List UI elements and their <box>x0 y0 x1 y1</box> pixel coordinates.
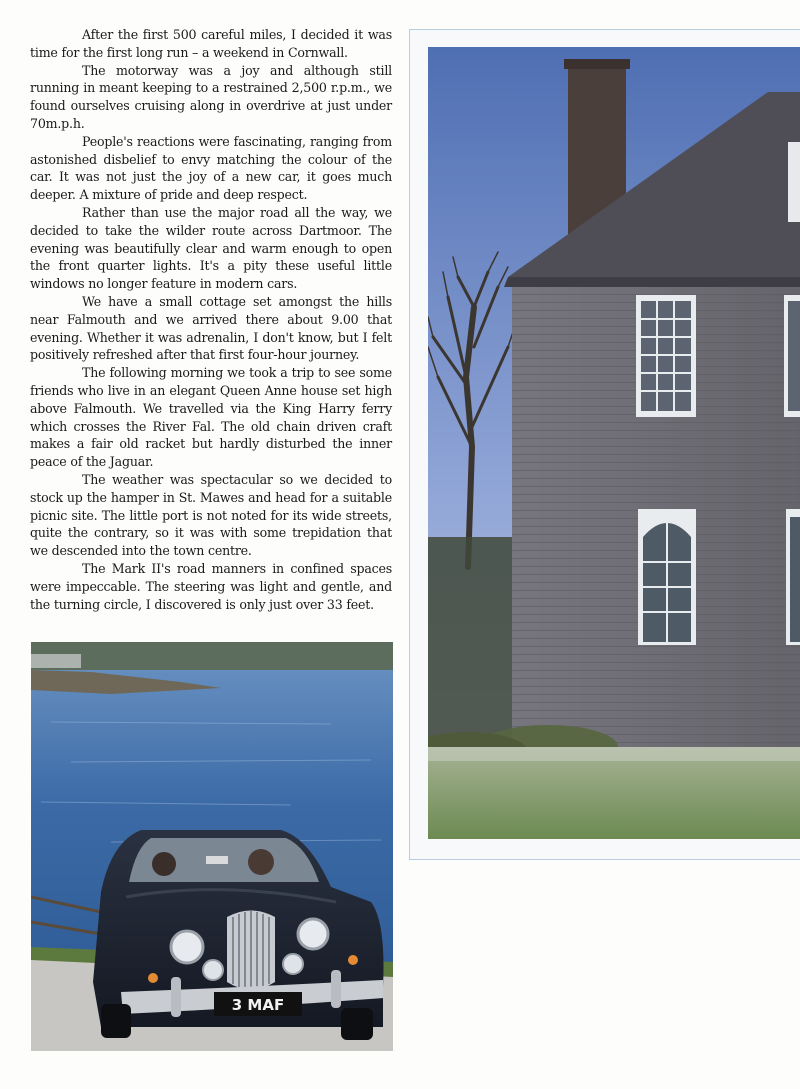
window-upper-left <box>636 295 696 417</box>
paragraph-6: The following morning we took a trip to see some friends who live in an elegant Queen Anne house set high above Falmouth. We travelled via the King Harry ferry which crosses the River Fal. The old chain driven craft makes a fair old racket but hardly disturbed the inner peace of the Jaguar. <box>30 365 392 470</box>
paragraph-4: Rather than use the major road all the way, we decided to take the wilder route across Dartmoor. The evening was beautifully clear and warm enough to open the front quarter lights. It's a pity these useful little windows no longer feature in modern cars. <box>30 204 392 292</box>
number-plate-text: 3 MAF <box>231 996 285 1014</box>
house-photo <box>428 47 800 839</box>
paragraph-1: After the first 500 careful miles, I decided it was time for the first long run – a weekend in Cornwall. <box>30 27 392 60</box>
paragraph-3: People's reactions were fascinating, ranging from astonished disbelief to envy matching the colour of the car. It was not just the joy of a new car, it goes much deeper. A mixture of pride and deep respect. <box>30 133 392 203</box>
paragraph-8: The Mark II's road manners in confined spaces were impeccable. The steering was light and gentle, and the turning circle, I discovered is only just over 33 feet. <box>30 560 392 612</box>
paragraph-2: The motorway was a joy and although still running in meant keeping to a restrained 2,500 r.p.m., we found ourselves cruising along in overdrive at just under 70m.p.h. <box>30 62 392 131</box>
car-photo <box>31 642 393 1051</box>
article-text <box>30 26 392 613</box>
window-lower-left <box>638 509 696 645</box>
paragraph-5: We have a small cottage set amongst the hills near Falmouth and we arrived there about 9.00 that evening. Whether it was adrenalin, I don't know, but I felt positively refreshed after that first four-hour journey. <box>30 293 392 363</box>
paragraph-7: The weather was spectacular so we decided to stock up the hamper in St. Mawes and head for a suitable picnic site. The little port is not noted for its wide streets, quite the contrary, so it was with some trepidation that we descended into the town centre. <box>30 471 392 559</box>
